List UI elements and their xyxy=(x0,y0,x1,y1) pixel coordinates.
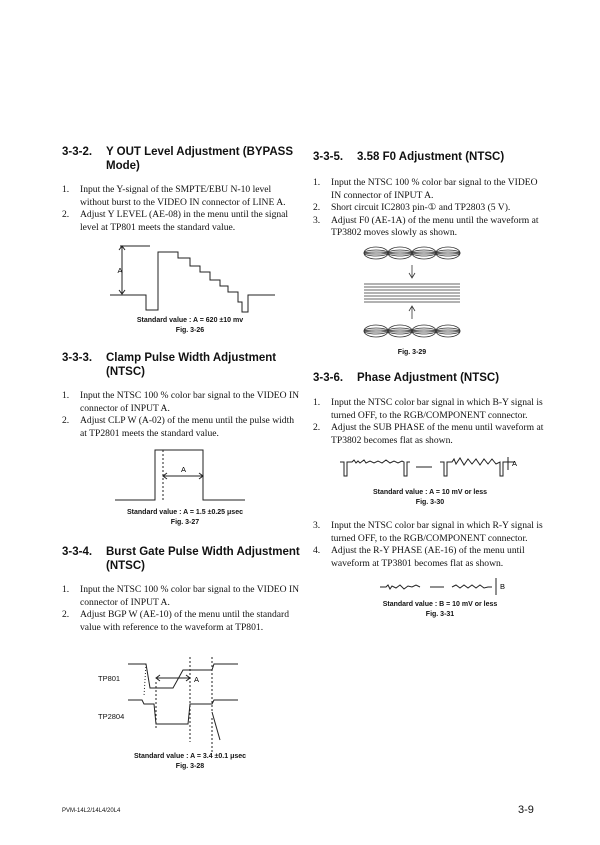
fig-3-31-waveform xyxy=(380,575,520,599)
section-heading-3-3-4 xyxy=(62,545,312,573)
label-tp801: TP801 xyxy=(98,674,121,683)
step-text: Input the NTSC 100 % color bar signal to the VIDEO IN connector of INPUT A. xyxy=(331,177,538,201)
steps-3-3-6-b xyxy=(313,520,551,570)
steps-3-3-6-a xyxy=(313,397,551,447)
section-title: Y OUT Level Adjustment (BYPASS xyxy=(106,146,294,158)
fig-caption-3-29: Fig. 3-29 xyxy=(397,349,427,356)
footer-model: PVM-14L2/14L4/20L4 xyxy=(62,808,121,814)
section-title: Phase Adjustment (NTSC) xyxy=(357,372,500,384)
section-title-cont: (NTSC) xyxy=(106,366,145,378)
step-number: 2. xyxy=(313,422,321,434)
section-number: 3-3-3. xyxy=(62,352,93,364)
fig-3-29-waveform xyxy=(362,243,462,343)
fig-caption-3-27: Fig. 3-27 xyxy=(170,519,200,526)
step-text: Short circuit IC2803 pin-① and TP2803 (5 V). xyxy=(331,202,511,214)
section-heading-3-3-5 xyxy=(313,150,553,164)
section-heading-3-3-6 xyxy=(313,371,553,385)
section-number: 3-3-4. xyxy=(62,546,93,558)
standard-value-3-27: Standard value : A = 1.5 ±0.25 μsec xyxy=(127,509,243,516)
step-item xyxy=(62,390,300,415)
step-number: 2. xyxy=(62,609,70,621)
step-number: 2. xyxy=(62,209,70,221)
section-number: 3-3-5. xyxy=(313,151,344,163)
step-number: 1. xyxy=(62,184,70,195)
page-number: 3-9 xyxy=(518,804,534,816)
step-number: 1. xyxy=(62,584,70,595)
fig-3-30-waveform xyxy=(340,452,540,486)
section-title-cont: Mode) xyxy=(106,160,140,172)
step-item xyxy=(62,209,300,234)
standard-value-3-30: Standard value : A = 10 mV or less xyxy=(372,489,488,496)
step-item xyxy=(62,609,300,634)
step-item xyxy=(313,202,549,215)
section-heading-3-3-3 xyxy=(62,351,302,379)
step-number: 2. xyxy=(313,202,321,214)
standard-value-3-26: Standard value : A = 620 ±10 mv xyxy=(136,317,244,324)
step-item xyxy=(62,184,300,209)
section-heading-3-3-2 xyxy=(62,145,302,173)
fig-label-a: A xyxy=(512,459,518,468)
step-number: 1. xyxy=(313,397,321,408)
step-text: Adjust the SUB PHASE of the menu until waveform at TP3802 becomes flat as shown. xyxy=(331,422,544,446)
steps-3-3-4 xyxy=(62,584,300,634)
fig-3-28-waveform xyxy=(128,652,248,752)
section-title: Burst Gate Pulse Width Adjustment xyxy=(106,546,300,558)
label-tp2804: TP2804 xyxy=(98,712,125,721)
step-number: 1. xyxy=(313,177,321,188)
fig-label-a: A xyxy=(194,675,200,684)
section-number: 3-3-6. xyxy=(313,372,344,384)
step-text: Input the NTSC 100 % color bar signal to the VIDEO IN connector of INPUT A. xyxy=(80,390,300,414)
step-text: Input the NTSC color bar signal in which R-Y signal is turned OFF, to the RGB/COMPONENT connector. xyxy=(331,520,543,544)
section-title: Clamp Pulse Width Adjustment xyxy=(106,352,277,364)
steps-3-3-3 xyxy=(62,390,300,440)
step-text: Adjust the R-Y PHASE (AE-16) of the menu until waveform at TP3801 becomes flat as shown. xyxy=(331,545,525,569)
step-item xyxy=(62,584,300,609)
step-number: 1. xyxy=(62,390,70,401)
step-item xyxy=(313,397,551,422)
step-number: 3. xyxy=(313,214,321,226)
steps-3-3-5 xyxy=(313,177,549,240)
section-number: 3-3-2. xyxy=(62,146,93,158)
step-item xyxy=(313,177,549,202)
steps-3-3-2 xyxy=(62,184,300,234)
fig-caption-3-26: Fig. 3-26 xyxy=(175,327,205,334)
step-text: Input the Y-signal of the SMPTE/EBU N-10 level without burst to the VIDEO IN connector of LINE A. xyxy=(80,184,286,208)
step-number: 3. xyxy=(313,520,321,531)
standard-value-3-28: Standard value : A = 3.4 ±0.1 μsec xyxy=(133,753,247,760)
step-text: Adjust F0 (AE-1A) of the menu until the waveform at TP3802 moves slowly as shown. xyxy=(331,214,539,239)
step-item xyxy=(313,545,551,570)
fig-label-a: A xyxy=(117,266,123,275)
step-item xyxy=(313,520,551,545)
step-number: 4. xyxy=(313,545,321,557)
fig-caption-3-31: Fig. 3-31 xyxy=(425,611,455,618)
fig-label-a: A xyxy=(181,465,187,474)
standard-value-3-31: Standard value : B = 10 mV or less xyxy=(382,601,498,608)
step-text: Adjust CLP W (A-02) of the menu until the pulse width at TP2801 meets the standard value. xyxy=(80,415,295,439)
section-title: 3.58 F0 Adjustment (NTSC) xyxy=(357,151,505,163)
step-item xyxy=(313,422,551,447)
step-text: Adjust Y LEVEL (AE-08) in the menu until the signal level at TP801 meets the standard value. xyxy=(80,209,289,233)
step-text: Adjust BGP W (AE-10) of the menu until the standard value with reference to the waveform at TP801. xyxy=(80,609,289,633)
step-text: Input the NTSC color bar signal in which B-Y signal is turned OFF, to the RGB/COMPONENT connector. xyxy=(331,397,543,421)
section-title-cont: (NTSC) xyxy=(106,560,145,572)
step-item xyxy=(62,415,300,440)
step-item xyxy=(313,215,549,240)
step-number: 2. xyxy=(62,415,70,427)
fig-caption-3-30: Fig. 3-30 xyxy=(415,499,445,506)
fig-caption-3-28: Fig. 3-28 xyxy=(175,763,205,770)
fig-label-b: B xyxy=(500,582,506,591)
step-text: Input the NTSC 100 % color bar signal to the VIDEO IN connector of INPUT A. xyxy=(80,584,300,608)
fig-3-27-waveform xyxy=(115,440,255,510)
fig-3-26-waveform xyxy=(100,240,280,320)
